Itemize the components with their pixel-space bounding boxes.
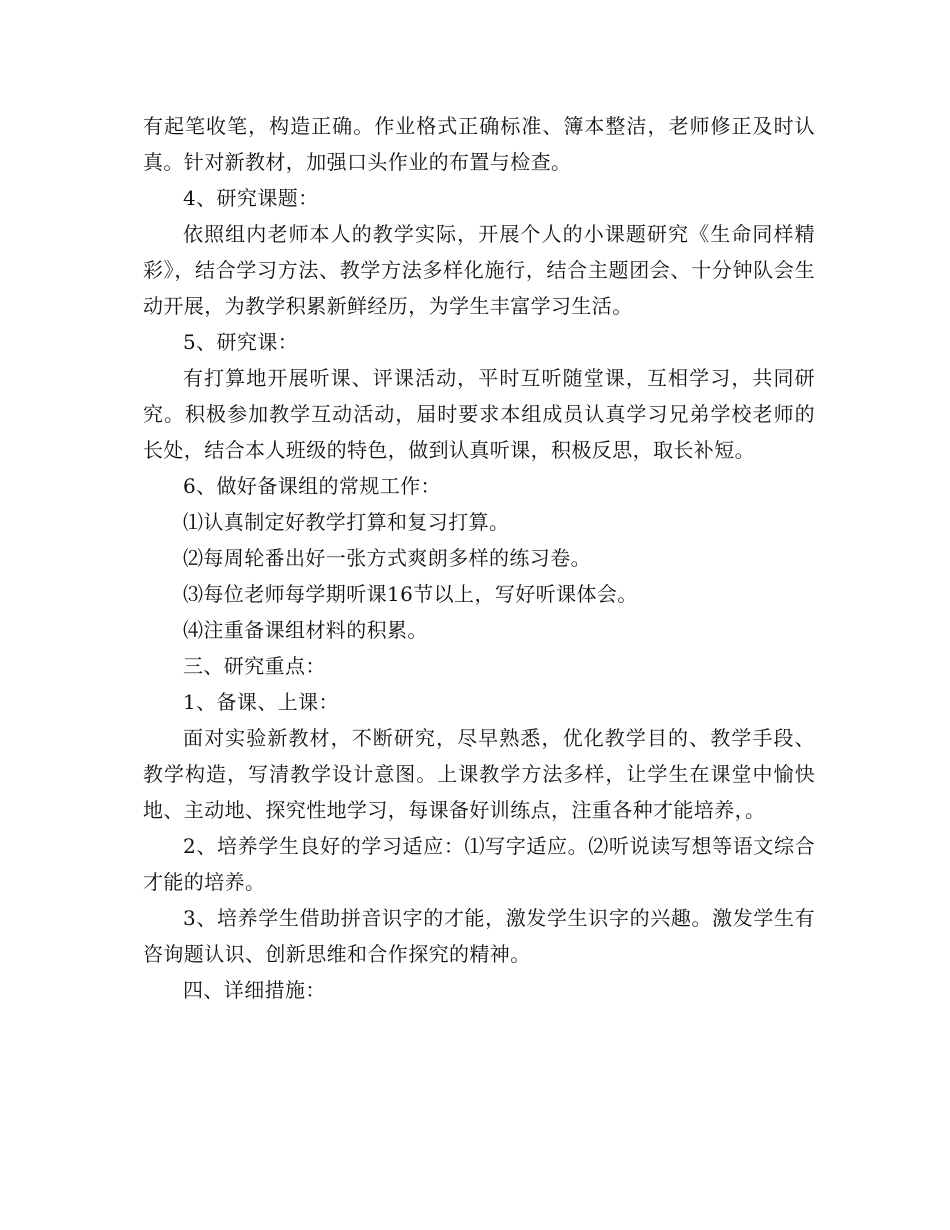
paragraph-lesson-prep: 面对实验新教材，不断研究，尽早熟悉，优化教学目的、教学手段、教学构造，写清教学设计意图。上课教学方法多样，让学生在课堂中愉快地、主动地、探究性地学习，每课备好训练点，注重各种才能培养，。 xyxy=(143,726,815,822)
paragraph-pinyin-literacy: 3、培养学生借助拼音识字的才能，激发学生识字的兴趣。激发学生有咨询题认识、创新思维和合作探究的精神。 xyxy=(143,906,815,966)
heading-routine-work: 6、做好备课组的常规工作： xyxy=(183,474,441,498)
paragraph-study-habits: 2、培养学生良好的学习适应：⑴写字适应。⑵听说读写想等语文综合才能的培养。 xyxy=(143,834,815,894)
list-item-4: ⑷注重备课组材料的积累。 xyxy=(183,618,428,642)
paragraph-research-lesson: 有打算地开展听课、评课活动，平时互听随堂课，互相学习，共同研究。积极参加教学互动活动，届时要求本组成员认真学习兄弟学校老师的长处，结合本人班级的特色，做到认真听课，积极反思，取长补短。 xyxy=(143,366,815,462)
list-item-1: ⑴认真制定好教学打算和复习打算。 xyxy=(183,510,510,534)
heading-research-lesson: 5、研究课： xyxy=(183,330,299,354)
list-item-2: ⑵每周轮番出好一张方式爽朗多样的练习卷。 xyxy=(183,546,591,570)
section-heading-measures: 四、详细措施： xyxy=(183,978,326,1002)
document-body xyxy=(143,108,815,1008)
heading-lesson-prep: 1、备课、上课： xyxy=(183,690,339,714)
paragraph-continuation: 有起笔收笔，构造正确。作业格式正确标准、簿本整洁，老师修正及时认真。针对新教材，加强口头作业的布置与检查。 xyxy=(143,114,815,174)
heading-research-topic: 4、研究课题： xyxy=(183,186,319,210)
list-item-3: ⑶每位老师每学期听课16节以上，写好听课体会。 xyxy=(183,582,638,606)
paragraph-research-topic: 依照组内老师本人的教学实际，开展个人的小课题研究《生命同样精彩》，结合学习方法、教学方法多样化施行，结合主题团会、十分钟队会生动开展，为教学积累新鲜经历，为学生丰富学习生活。 xyxy=(143,222,815,318)
section-heading-key-points: 三、研究重点： xyxy=(183,654,326,678)
